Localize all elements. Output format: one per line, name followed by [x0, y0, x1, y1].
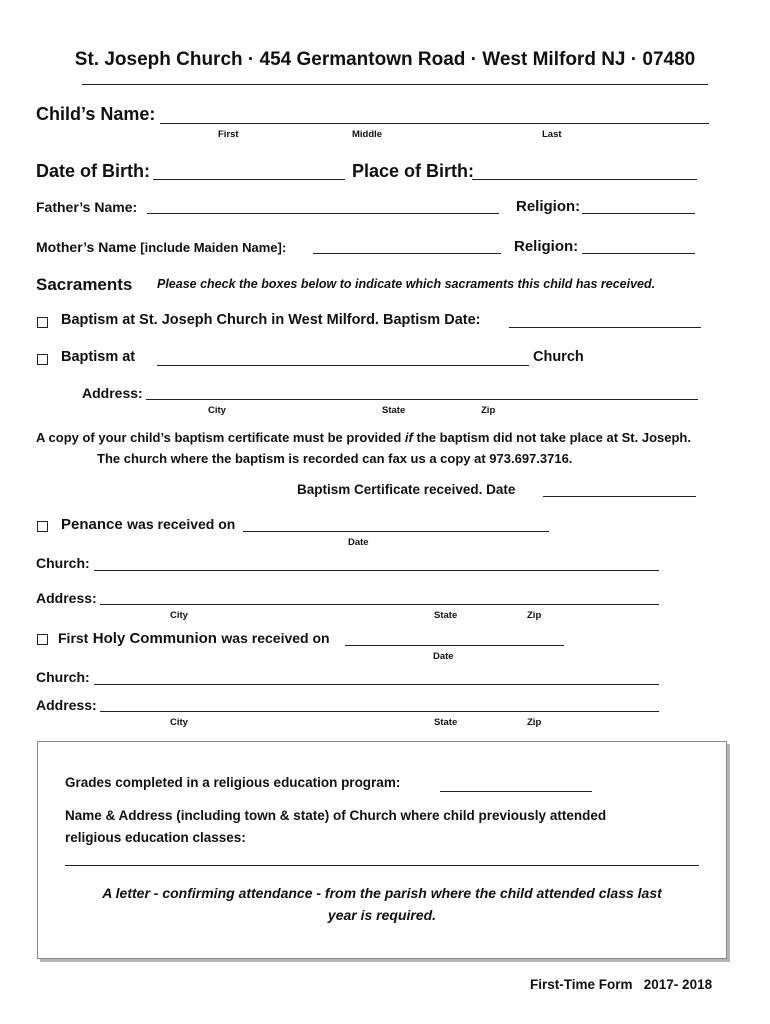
penance-city-label: City: [170, 610, 188, 621]
certificate-note-post: the baptism did not take place at St. Joseph.: [416, 430, 691, 445]
baptism-zip-label: Zip: [481, 405, 496, 416]
father-religion-field[interactable]: [582, 213, 695, 214]
penance-church-label: Church:: [36, 555, 90, 571]
sacraments-heading: Sacraments: [36, 275, 133, 294]
communion-checkbox[interactable]: [37, 634, 48, 645]
prev-church-label-line2: religious education classes:: [65, 830, 246, 845]
baptism-other-label: Baptism at: [61, 349, 136, 365]
certificate-note-line2: The church where the baptism is recorded can fax us a copy at 973.697.3716.: [97, 451, 573, 466]
communion-label-big: Holy Communion: [92, 630, 217, 647]
communion-church-field[interactable]: [94, 684, 659, 685]
letter-note-line1: A letter - confirming attendance - from the parish where the child attended class last: [102, 885, 662, 901]
baptism-other-church-suffix: Church: [533, 349, 584, 365]
communion-address-field[interactable]: [100, 711, 659, 712]
pob-label: Place of Birth:: [352, 161, 475, 181]
pob-field[interactable]: [472, 179, 697, 180]
communion-date-field[interactable]: [345, 645, 564, 646]
child-name-field[interactable]: [160, 123, 709, 124]
communion-church-label: Church:: [36, 669, 90, 685]
baptism-city-label: City: [208, 405, 226, 416]
page-title: St. Joseph Church · 454 Germantown Road · West Milford NJ · 07480: [74, 49, 696, 70]
penance-state-label: State: [434, 610, 458, 621]
penance-label: [61, 516, 235, 534]
certificate-received-date-field[interactable]: [543, 496, 696, 497]
footer-form-name: First-Time Form: [530, 977, 633, 992]
prev-church-label-line1: Name & Address (including town & state) of Church where child previously attended: [65, 808, 607, 823]
dob-label: Date of Birth:: [36, 161, 150, 181]
dob-field[interactable]: [153, 179, 345, 180]
mother-religion-label: Religion:: [514, 238, 579, 255]
letter-note-line2: year is required.: [327, 907, 437, 923]
baptism-stjoseph-label: Baptism at St. Joseph Church in West Milford. Baptism Date:: [61, 312, 481, 328]
footer-form-label: [530, 977, 712, 992]
child-name-first-label: First: [218, 129, 239, 140]
penance-date-field[interactable]: [243, 531, 549, 532]
penance-date-label: Date: [348, 537, 369, 548]
certificate-received-label: Baptism Certificate received. Date: [297, 482, 516, 497]
child-name-label: Child’s Name:: [36, 104, 156, 124]
penance-zip-label: Zip: [527, 610, 542, 621]
religious-education-box: [37, 741, 727, 959]
penance-checkbox[interactable]: [37, 521, 48, 532]
communion-state-label: State: [434, 717, 458, 728]
child-name-last-label: Last: [542, 129, 562, 140]
baptism-stjoseph-checkbox[interactable]: [37, 317, 48, 328]
baptism-address-label: Address:: [82, 385, 143, 401]
father-name-label: Father’s Name:: [36, 199, 138, 215]
certificate-note-if: if: [404, 430, 413, 445]
communion-address-label: Address:: [36, 697, 97, 713]
baptism-address-field[interactable]: [146, 399, 698, 400]
certificate-note-pre: A copy of your child’s baptism certificate must be provided: [36, 430, 402, 445]
communion-zip-label: Zip: [527, 717, 542, 728]
mother-name-field[interactable]: [313, 253, 501, 254]
baptism-other-church-field[interactable]: [157, 365, 529, 366]
communion-label-rest: was received on: [221, 630, 330, 646]
footer-form-year: 2017- 2018: [643, 977, 713, 992]
baptism-other-checkbox[interactable]: [37, 354, 48, 365]
mother-name-main: Mother’s Name: [36, 239, 137, 255]
sacraments-instruction: Please check the boxes below to indicate which sacraments this child has received.: [157, 277, 656, 291]
communion-city-label: City: [170, 717, 188, 728]
baptism-stjoseph-date-field[interactable]: [509, 327, 701, 328]
grades-field[interactable]: [440, 791, 592, 792]
penance-address-label: Address:: [36, 590, 97, 606]
father-name-field[interactable]: [147, 213, 499, 214]
communion-label: [58, 630, 330, 648]
header-rule: [82, 84, 708, 85]
certificate-note-line1: [36, 430, 691, 445]
communion-label-first: First: [58, 630, 89, 646]
child-name-middle-label: Middle: [352, 129, 383, 140]
penance-label-rest: was received on: [127, 516, 236, 532]
mother-name-note: [include Maiden Name]:: [140, 240, 287, 255]
mother-name-label: [36, 239, 286, 255]
father-religion-label: Religion:: [516, 198, 581, 215]
penance-church-field[interactable]: [94, 570, 659, 571]
mother-religion-field[interactable]: [582, 253, 695, 254]
baptism-state-label: State: [382, 405, 406, 416]
communion-date-label: Date: [433, 651, 454, 662]
grades-label: Grades completed in a religious education program:: [65, 775, 401, 790]
prev-church-field[interactable]: [65, 865, 699, 866]
penance-address-field[interactable]: [100, 604, 659, 605]
penance-label-big: Penance: [61, 516, 123, 533]
